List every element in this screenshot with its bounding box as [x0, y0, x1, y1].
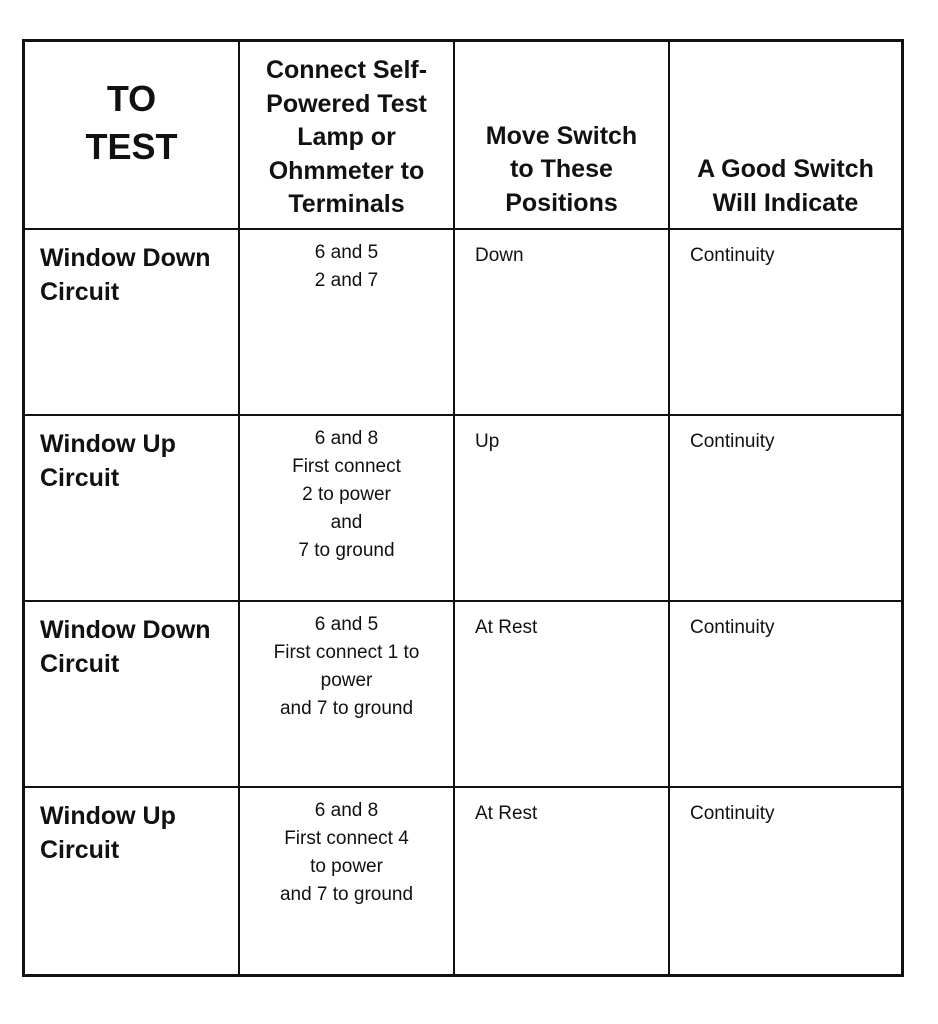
- header-connect: [240, 42, 455, 230]
- row-1-test: Window Down Circuit: [25, 230, 240, 416]
- row-2-position: Up: [455, 416, 670, 602]
- header-move-switch: [455, 42, 670, 230]
- row-2-indicate: Continuity: [670, 416, 901, 602]
- row-4-test: Window Up Circuit: [25, 788, 240, 974]
- row-2-test: Window Up Circuit: [25, 416, 240, 602]
- row-1-position: Down: [455, 230, 670, 416]
- row-3-test: Window Down Circuit: [25, 602, 240, 788]
- row-4-connect: 6 and 8 First connect 4 to power and 7 to ground: [240, 788, 455, 974]
- header-good-switch-label: A Good Switch Will Indicate: [697, 155, 874, 217]
- row-3-connect: 6 and 5 First connect 1 to power and 7 to ground: [240, 602, 455, 788]
- switch-test-table: [22, 39, 904, 977]
- header-to-test-label: TO TEST: [85, 78, 178, 167]
- row-3-position: At Rest: [455, 602, 670, 788]
- row-2-connect: 6 and 8 First connect 2 to power and 7 to ground: [240, 416, 455, 602]
- row-4-indicate: Continuity: [690, 803, 775, 824]
- row-3-indicate: Continuity: [670, 602, 901, 788]
- header-good-switch: [670, 42, 901, 230]
- row-4-position: At Rest: [455, 788, 670, 974]
- header-to-test: [25, 42, 240, 230]
- row-1-indicate: Continuity: [670, 230, 901, 416]
- row-1-connect: 6 and 5 2 and 7: [240, 230, 455, 416]
- header-connect-label: Connect Self- Powered Test Lamp or Ohmmeter to Terminals: [265, 56, 428, 218]
- header-move-switch-label: Move Switch to These Positions: [485, 121, 638, 217]
